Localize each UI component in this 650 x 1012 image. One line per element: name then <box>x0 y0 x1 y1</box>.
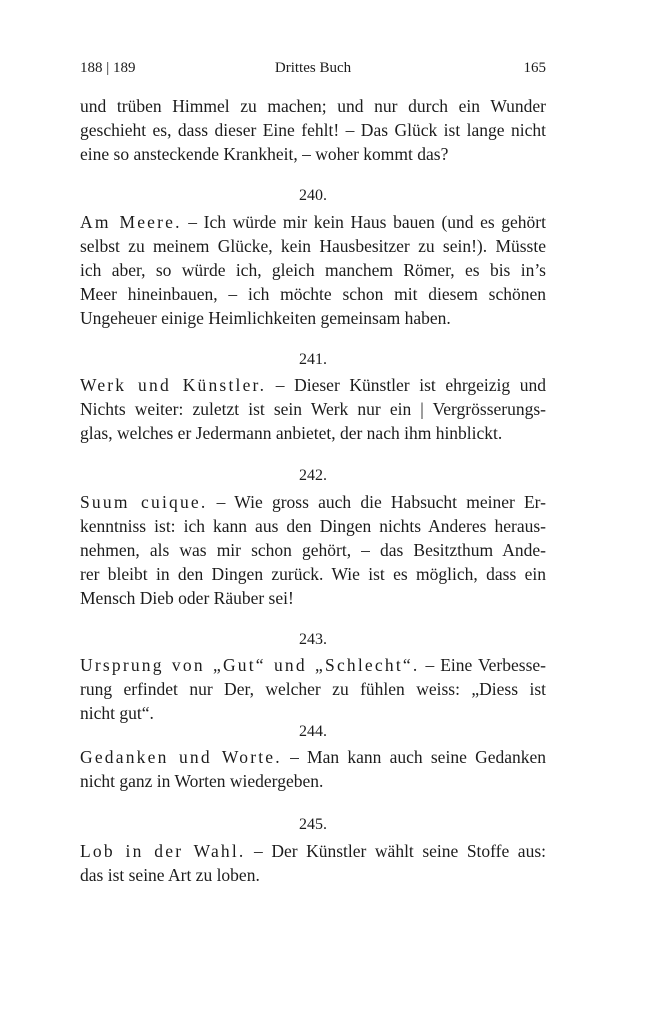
aphorism-text: – Eine Verbesse- <box>419 655 546 675</box>
text-line <box>80 745 546 769</box>
aphorism-number: 244. <box>299 723 327 740</box>
text-line: geschieht es, dass dieser Eine fehlt! – Das Glück ist lange nicht <box>80 120 546 140</box>
aphorism-title: Suum cuique. <box>80 492 208 512</box>
aphorism-title: Werk und Künstler. <box>80 375 267 395</box>
text-line <box>80 373 546 397</box>
text-line: nicht ganz in Worten wiedergeben. <box>80 771 324 791</box>
running-title: Drittes Buch <box>274 60 352 76</box>
aphorism-242 <box>80 490 546 610</box>
aphorism-244 <box>80 745 546 793</box>
aphorism-number: 242. <box>299 467 327 484</box>
aphorism-text: – Man kann auch seine Gedanken <box>281 747 547 767</box>
text-line: eine so ansteckende Krankheit, – woher kommt das? <box>80 144 449 164</box>
text-line: Nichts weiter: zuletzt ist sein Werk nur ein | Vergrösserungs- <box>80 399 546 419</box>
text-line <box>80 210 546 234</box>
text-line: das ist seine Art zu loben. <box>80 865 260 885</box>
text-line: Meer hineinbauen, – ich möchte schon mit diesem schönen <box>80 284 546 304</box>
aphorism-text: – Dieser Künstler ist ehrgeizig und <box>266 375 546 395</box>
aphorism-text: – Ich würde mir kein Haus bauen (und es gehört <box>181 212 546 232</box>
text-line <box>80 490 546 514</box>
aphorism-title: Am Meere. <box>80 212 182 232</box>
text-line: nicht gut“. <box>80 703 154 723</box>
aphorism-245 <box>80 839 546 887</box>
text-line: glas, welches er Jedermann anbietet, der nach ihm hinblickt. <box>80 423 503 443</box>
aphorism-title: Gedanken und Worte. <box>80 747 282 767</box>
aphorism-number: 241. <box>299 351 327 368</box>
running-header <box>80 58 546 78</box>
text-line: kenntniss ist: ich kann aus den Dingen nichts Anderes heraus- <box>80 516 546 536</box>
aphorism-240 <box>80 210 546 330</box>
text-line <box>80 839 546 863</box>
text-line <box>80 653 546 677</box>
text-line: rung erfindet nur Der, welcher zu fühlen weiss: „Diess ist <box>80 679 546 699</box>
text-line: und trüben Himmel zu machen; und nur durch ein Wunder <box>80 96 546 116</box>
text-line: selbst zu meinem Glücke, kein Hausbesitzer zu sein!). Müsste <box>80 236 546 256</box>
aphorism-title: Lob in der Wahl. <box>80 841 246 861</box>
text-line: nehmen, als was mir schon gehört, – das Besitzthum Ande- <box>80 540 546 560</box>
intro-paragraph <box>80 94 546 166</box>
aphorism-number: 245. <box>299 816 327 833</box>
page-range: 188 | 189 <box>80 60 136 76</box>
text-line: ich aber, so würde ich, gleich manchem Römer, es bis in’s <box>80 260 546 280</box>
aphorism-243 <box>80 653 546 725</box>
page-number: 165 <box>523 60 546 76</box>
aphorism-number: 240. <box>299 187 327 204</box>
aphorism-text: – Wie gross auch die Habsucht meiner Er- <box>207 492 546 512</box>
aphorism-241 <box>80 373 546 445</box>
aphorism-number: 243. <box>299 631 327 648</box>
text-line: rer bleibt in den Dingen zurück. Wie ist es möglich, dass ein <box>80 564 546 584</box>
text-line: Ungeheuer einige Heimlichkeiten gemeinsam haben. <box>80 308 451 328</box>
aphorism-text: – Der Künstler wählt seine Stoffe aus: <box>245 841 546 861</box>
text-line: Mensch Dieb oder Räuber sei! <box>80 588 294 608</box>
aphorism-title: Ursprung von „Gut“ und „Schlecht“. <box>80 655 420 675</box>
